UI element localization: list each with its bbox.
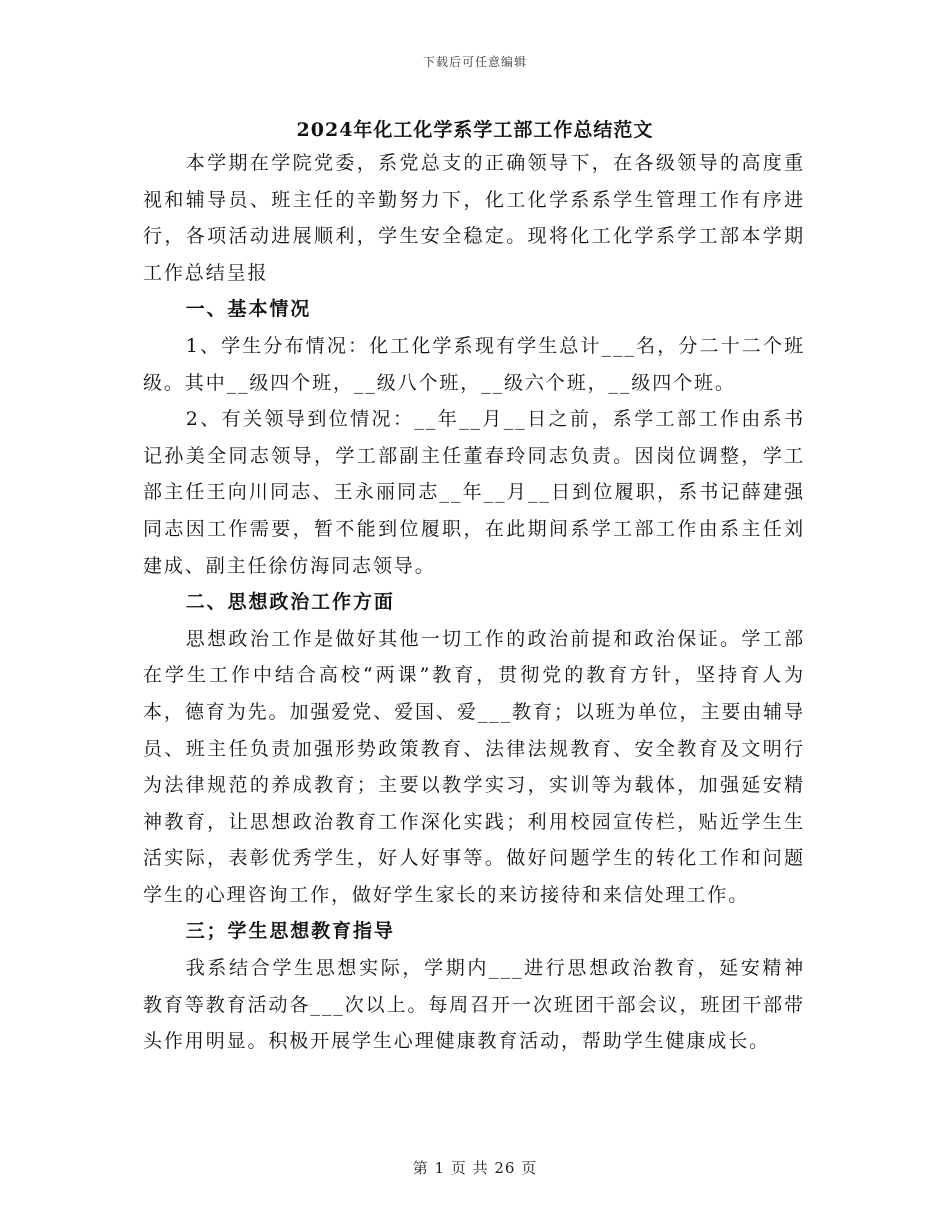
header-note: 下载后可任意编辑: [422, 55, 527, 69]
political-work-paragraph: 思想政治工作是做好其他一切工作的政治前提和政治保证。学工部在学生工作中结合高校“两课”教育，贯彻党的教育方针，坚持育人为本，德育为先。加强爱党、爱国、爱___教育；以班为单位，主要由辅导员、班主任负责加强形势政策教育、法律法规教育、安全教育及文明行为法律规范的养成教育；主要以教学实习，实训等为载体，加强延安精神教育，让思想政治教育工作深化实践；利用校园宣传栏，贴近学生生活实际，表彰优秀学生，好人好事等。做好问题学生的转化工作和问题学生的心理咨询工作，做好学生家长的来访接待和来信处理工作。: [143, 627, 805, 906]
leadership-paragraph: 2、有关领导到位情况：__年__月__日之前，系学工部工作由系书记孙美全同志领导，学工部副主任董春玲同志负责。因岗位调整，学工部主任王向川同志、王永丽同志__年__月__日到位履职，系书记薛建强同志因工作需要，暂不能到位履职，在此期间系学工部工作由系主任刘建成、副主任徐仿海同志领导。: [143, 408, 805, 577]
section-heading-political-work: 二、思想政治工作方面: [185, 591, 395, 614]
section-heading-basic-situation: 一、基本情况: [185, 298, 312, 321]
section-heading-ideological-guidance: 三；学生思想教育指导: [185, 920, 395, 943]
ideological-guidance-paragraph: 我系结合学生思想实际，学期内___进行思想政治教育，延安精神教育等教育活动各___次以上。每周召开一次班团干部会议，班团干部带头作用明显。积极开展学生心理健康教育活动，帮助学生健康成长。: [143, 957, 805, 1053]
student-distribution-paragraph: 1、学生分布情况：化工化学系现有学生总计___名，分二十二个班级。其中__级四个班，__级八个班，__级六个班，__级四个班。: [143, 334, 805, 394]
intro-paragraph: 本学期在学院党委，系党总支的正确领导下，在各级领导的高度重视和辅导员、班主任的辛勤努力下，化工化学系系学生管理工作有序进行，各项活动进展顺利，学生安全稳定。现将化工化学系学工部本学期工作总结呈报: [143, 152, 805, 284]
page-number-footer: 第 1 页 共 26 页: [412, 1159, 538, 1177]
document-title: 2024年化工化学系学工部工作总结范文: [296, 119, 654, 141]
document-body: [143, 145, 805, 1060]
